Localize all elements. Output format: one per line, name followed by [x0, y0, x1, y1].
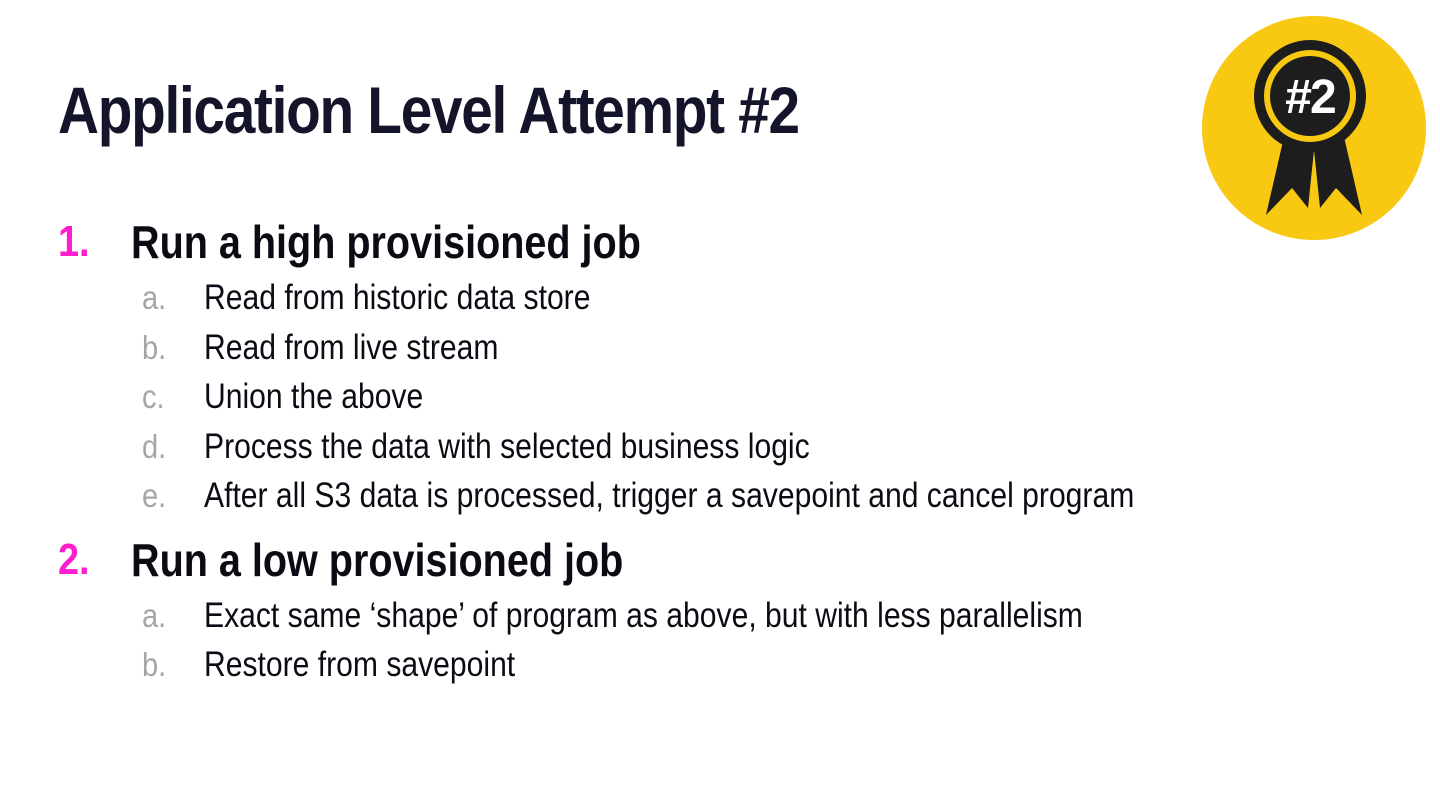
sub-item-letter: e. [142, 477, 167, 514]
sub-item-letter: a. [142, 279, 167, 316]
sub-item-letter: b. [142, 646, 167, 683]
sub-item-text: After all S3 data is processed, trigger a savepoint and cancel program [204, 476, 1135, 515]
sub-item [58, 278, 1398, 328]
item-number: 1. [58, 217, 90, 266]
sub-item-text: Read from live stream [204, 327, 499, 367]
sub-item [58, 377, 1398, 427]
sub-item [58, 476, 1398, 526]
sub-item-text: Union the above [204, 377, 424, 416]
item-heading: Run a high provisioned job [131, 216, 641, 268]
sub-item-text: Process the data with selected business logic [204, 426, 810, 466]
sub-item [58, 645, 1398, 695]
sub-item-letter: b. [142, 328, 167, 366]
sub-list [58, 278, 1398, 526]
slide-title: Application Level Attempt #2 [58, 73, 799, 147]
item-heading: Run a low provisioned job [131, 533, 624, 586]
sub-item-letter: c. [142, 378, 165, 415]
badge-text: #2 [1285, 71, 1335, 124]
sub-item-text: Exact same ‘shape’ of program as above, but with less parallelism [204, 595, 1083, 635]
item-number: 2. [58, 534, 90, 584]
award-ribbon-icon [1200, 10, 1428, 246]
sub-item-text: Restore from savepoint [204, 645, 516, 684]
sub-list [58, 596, 1398, 695]
numbered-list [58, 212, 1398, 699]
sub-item [58, 427, 1398, 477]
sub-item [58, 596, 1398, 646]
sub-item [58, 328, 1398, 378]
list-item-1 [58, 212, 1398, 526]
sub-item-text: Read from historic data store [204, 278, 591, 317]
sub-item-letter: a. [142, 596, 167, 634]
sub-item-letter: d. [142, 427, 167, 465]
list-item-2 [58, 530, 1398, 695]
